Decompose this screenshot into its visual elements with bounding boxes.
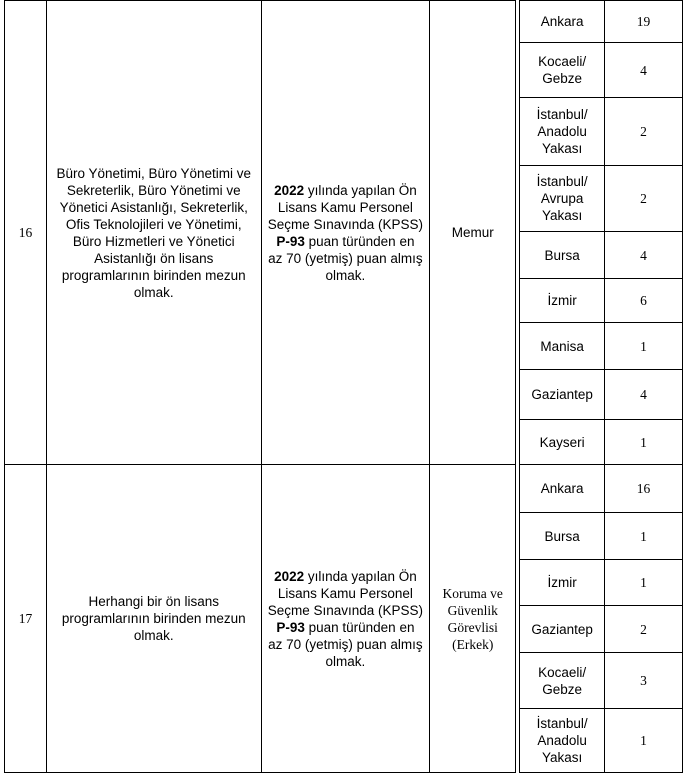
city-name: İstanbul/ Anadolu Yakası — [520, 98, 605, 166]
row-number: 16 — [5, 1, 47, 465]
city-name: İzmir — [520, 560, 605, 606]
exam-text-1: yılında yapılan Ön Lisans Kamu Personel Seçme Sınavında (KPSS) — [267, 182, 424, 232]
city-count: 6 — [605, 279, 683, 323]
city-name: Kocaeli/ Gebze — [520, 653, 605, 709]
city-count: 3 — [605, 653, 683, 709]
position-title: Koruma ve Güvenlik Görevlisi (Erkek) — [430, 465, 516, 773]
city-count: 1 — [605, 709, 683, 773]
exam-text-2: puan türünden en az 70 (yetmiş) puan almış olmak. — [268, 233, 423, 283]
city-name: İstanbul/ Anadolu Yakası — [520, 709, 605, 773]
exam-year: 2022 — [274, 568, 305, 584]
exam-text-2: puan türünden en az 70 (yetmiş) puan almış olmak. — [268, 619, 423, 669]
exam-requirement — [261, 465, 430, 773]
city-name: İzmir — [520, 279, 605, 323]
city-name: Bursa — [520, 513, 605, 560]
position-title: Memur — [430, 1, 516, 465]
city-count: 4 — [605, 370, 683, 420]
row-number: 17 — [5, 465, 47, 773]
city-name: Ankara — [520, 1, 605, 43]
exam-requirement — [261, 1, 430, 465]
table-row-16 — [5, 1, 683, 43]
city-name: Gaziantep — [520, 606, 605, 653]
city-count: 1 — [605, 513, 683, 560]
education-requirement: Herhangi bir ön lisans programlarının birinden mezun olmak. — [46, 465, 261, 773]
city-name: İstanbul/ Avrupa Yakası — [520, 166, 605, 232]
city-name: Kayseri — [520, 420, 605, 465]
city-name: Bursa — [520, 232, 605, 279]
city-name: Gaziantep — [520, 370, 605, 420]
city-count: 1 — [605, 323, 683, 370]
city-count: 16 — [605, 465, 683, 513]
city-name: Manisa — [520, 323, 605, 370]
exam-score-type: P-93 — [276, 233, 305, 249]
city-count: 4 — [605, 232, 683, 279]
city-count: 1 — [605, 560, 683, 606]
city-count: 2 — [605, 166, 683, 232]
city-count: 1 — [605, 420, 683, 465]
education-requirement: Büro Yönetimi, Büro Yönetimi ve Sekreterlik, Büro Yönetimi ve Yönetici Asistanlığı, Sekreterlik, Ofis Teknolojileri ve Yönetimi, Büro Hizmetleri ve Yönetici Asistanlığı ön lisans programlarının birinden mezun olmak. — [46, 1, 261, 465]
city-name: Ankara — [520, 465, 605, 513]
positions-table — [4, 0, 683, 773]
city-count: 19 — [605, 1, 683, 43]
exam-year: 2022 — [274, 182, 305, 198]
exam-text-1: yılında yapılan Ön Lisans Kamu Personel Seçme Sınavında (KPSS) — [267, 568, 424, 618]
city-count: 2 — [605, 606, 683, 653]
table-row-17 — [5, 465, 683, 513]
city-name: Kocaeli/ Gebze — [520, 43, 605, 98]
city-count: 4 — [605, 43, 683, 98]
city-count: 2 — [605, 98, 683, 166]
exam-score-type: P-93 — [276, 619, 305, 635]
